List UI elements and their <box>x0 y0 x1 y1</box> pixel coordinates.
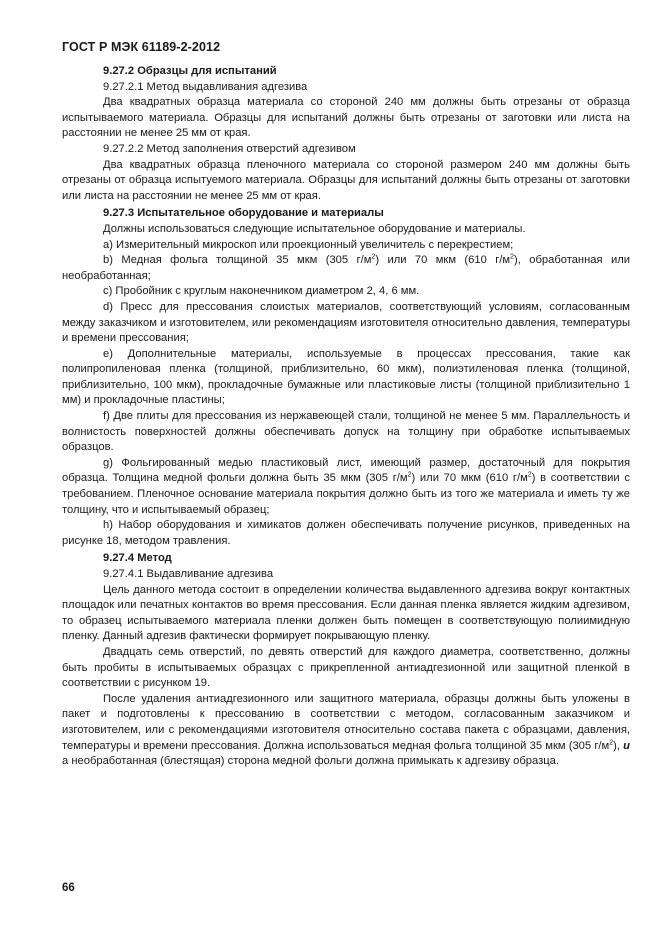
section-heading-9-27-4: 9.27.4 Метод <box>103 552 172 565</box>
document-header: ГОСТ Р МЭК 61189-2-2012 <box>62 40 221 54</box>
list-item-a: a) Измерительный микроскоп или проекционный увеличитель с перекрестием; <box>103 238 514 251</box>
list-item-c: c) Пробойник с круглым наконечником диаметром 2, 4, 6 мм. <box>103 285 420 298</box>
page-number: 66 <box>62 882 75 894</box>
paragraph: После удаления антиадгезионного или защитного материала, образцы должны быть уложены в пакет и подготовлены к прессованию в соответствии с методом, согласованным заказчиком и изготовителем, или с рекомендациями изготовителя относительно состава пакета с образцами, давления, температуры и времени прессования. Должна использоваться медная фольга толщиной 35 мкм (305 $г/м^2$), и а необработанная (блестящая) сторона медной фольги должна примыкать к адгезиву образца. <box>62 692 631 768</box>
paragraph: Должны использоваться следующие испытательное оборудование и материалы. <box>103 222 526 235</box>
section-heading-9-27-3: 9.27.3 Испытательное оборудование и материалы <box>103 207 384 220</box>
subsection-9-27-2-2: 9.27.2.2 Метод заполнения отверстий адгезивом <box>103 142 356 155</box>
paragraph: Двадцать семь отверстий, по девять отверстий для каждого диаметра, соответственно, должны быть пробиты в испытываемых образцах с прикрепленной антиадгезионной или защитной пленкой в соответствии с рисунком 19. <box>62 645 630 690</box>
document-body <box>62 64 630 770</box>
list-item-h: h) Набор оборудования и химикатов должен обеспечивать получение рисунков, приведенных на рисунке 18, методом травления. <box>62 519 630 547</box>
list-item-b: b) Медная фольга толщиной 35 мкм (305 $г/м^2$) или 70 мкм (610 $г/м^2$), обработанная или необработанная; <box>62 253 631 282</box>
section-heading-9-27-2: 9.27.2 Образцы для испытаний <box>103 65 277 77</box>
subsection-9-27-2-1: 9.27.2.1 Метод выдавливания адгезива <box>103 80 308 93</box>
list-item-f: f) Две плиты для прессования из нержавеющей стали, толщиной не менее 5 мм. Параллельность и волнистость поверхностей должны обеспечивать допуск на толщину при обработке испытываемых образцов. <box>62 410 630 454</box>
subsection-9-27-4-1: 9.27.4.1 Выдавливание адгезива <box>103 568 274 580</box>
list-item-e: e) Дополнительные материалы, используемые в процессах прессования, такие как полипропиленовая пленка (толщиной, приблизительно, 60 мкм), полиэтиленовая пленка (толщиной, приблизительно, 100 мкм), прокладочные бумажные или пластиковые листы (толщиной приблизительно 1 мм) и прокладочные пластины; <box>62 347 630 407</box>
struck-mark: и <box>623 739 631 752</box>
list-item-g: g) Фольгированный медью пластиковый лист, имеющий размер, достаточный для покрытия образца. Толщина медной фольги должна быть 35 мкм (305 $г/м^2$) или 70 мкм (610 $г/м^2$) в соответствии с требованием. Пленочное основание материала покрытия должно быть из того же материала и иметь ту же толщину, что и испытываемый образец; <box>62 456 630 516</box>
list-item-d: d) Пресс для прессования слоистых материалов, соответствующий условиям, согласованным между заказчиком и изготовителем, или рекомендациям изготовителя относительно давления, температуры и времени прессования; <box>62 300 630 345</box>
paragraph: Два квадратных образца материала со стороной 240 мм должны быть отрезаны от образца испытываемого материала. Образцы для испытаний должны быть отрезаны от заготовки или листа на расстоянии не менее 25 мм от края. <box>62 96 630 140</box>
paragraph: Два квадратных образца пленочного материала со стороной размером 240 мм должны быть отрезаны от образца испытуемого материала. Образцы для испытаний должны быть отрезаны от заготовки или листа на расстоянии не менее 25 мм от края. <box>62 158 630 202</box>
paragraph: Цель данного метода состоит в определении количества выдавленного адгезива вокруг контактных площадок или печатных контактов во время прессования. Если данная пленка является жидким адгезивом, то образец испытываемого материала пленки должен быть помещен в соответствующую полиимидную пленку. Данный адгезив фактически формирует покрывающую пленку. <box>62 583 630 643</box>
